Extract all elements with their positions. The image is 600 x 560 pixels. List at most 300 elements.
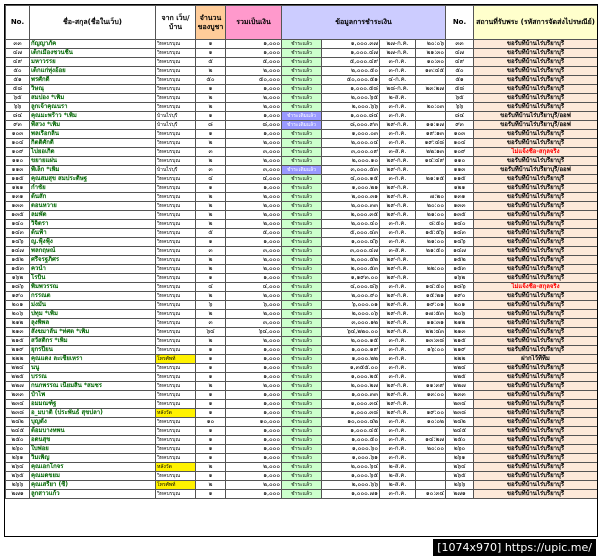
row-status: ขอรับที่บ้านไร่บรียาบุรี	[474, 130, 598, 139]
row-no: ๒๓๘	[6, 409, 30, 418]
row-paid-time: ๑๑:๑๗	[416, 121, 446, 130]
row-paid-time: ๑๙:๐๑	[416, 301, 446, 310]
row-paid-time: ๒๑:๓๐	[416, 49, 446, 58]
row-no: ๑๔๖	[6, 238, 30, 247]
table-row	[6, 220, 598, 229]
row-name: พรศักดิ์	[30, 76, 156, 85]
row-from: วิหคบรบุณ	[156, 445, 196, 454]
row-no: ๒๑๓	[6, 328, 30, 337]
row-paid-date: ๒-ส.ค.	[380, 463, 416, 472]
row-no: ๒๓๔	[6, 400, 30, 409]
row-money: ๔,๐๐๐	[226, 175, 282, 184]
row-no2: ๒๒๔	[446, 364, 474, 373]
row-qty: ๑	[196, 355, 226, 364]
row-from: วิหคบรบุณ	[156, 175, 196, 184]
row-paid-amount: ๒,๐๐๐.๐๖	[322, 310, 380, 319]
row-paid-amount: ๒,๐๐๐.๑๕	[322, 337, 380, 346]
row-qty: ๒	[196, 382, 226, 391]
table-row	[6, 265, 598, 274]
row-paid-flag: ชำระแล้ว	[282, 202, 322, 211]
row-no2: ๔๗	[446, 49, 474, 58]
row-from: วิหคบรบุณ	[156, 238, 196, 247]
table-row	[6, 49, 598, 58]
row-name: เด็กแก่ทุ่งอ้อย	[30, 67, 156, 76]
row-qty: ๒	[196, 220, 226, 229]
row-no2: ๑๐๔	[446, 139, 474, 148]
row-money: ๑๐,๐๐๐	[226, 418, 282, 427]
row-money: ๒,๐๐๐	[226, 292, 282, 301]
row-paid-flag: ชำระแล้ว	[282, 247, 322, 256]
row-paid-flag: ชำระแล้ว	[282, 94, 322, 103]
row-no2: ๑๑๐	[446, 157, 474, 166]
row-from: วิหคบรบุณ	[156, 184, 196, 193]
row-paid-flag: ชำระแล้ว	[282, 490, 322, 499]
table-row	[6, 121, 598, 130]
row-paid-amount: ๒,๐๐๐.๖๖	[322, 481, 380, 490]
table-row	[6, 481, 598, 490]
row-paid-amount: ๑,๓๕๕.๐๐	[322, 364, 380, 373]
row-no2: ๒๒๒	[446, 355, 474, 364]
row-no: ๑๓๓	[6, 202, 30, 211]
row-paid-date: ๓-ก.ค.	[380, 220, 416, 229]
row-status: ขอรับที่บ้านไร่บรียาบุรี	[474, 265, 598, 274]
row-no2: ๒๖๑	[446, 454, 474, 463]
table-row	[6, 328, 598, 337]
row-no2: ๑๔๐	[446, 220, 474, 229]
row-paid-date: ๒๙-ก.ค.	[380, 328, 416, 337]
row-paid-flag: ชำระแล้ว	[282, 157, 322, 166]
row-paid-date: ๒๙-ก.ค.	[380, 301, 416, 310]
row-no2: ๑๔๖	[446, 238, 474, 247]
row-paid-date: ๓-ก.ค.	[380, 139, 416, 148]
row-from: วิหคบรบุณ	[156, 265, 196, 274]
row-from: วิหคบรบุณ	[156, 40, 196, 49]
row-qty: ๑	[196, 436, 226, 445]
row-qty: ๓	[196, 319, 226, 328]
row-from: วิหคบรบุณ	[156, 157, 196, 166]
row-paid-time: ๑๔:๕๐	[416, 283, 446, 292]
row-paid-date: ๒๙-ก.ค.	[380, 409, 416, 418]
row-qty: ๑	[196, 184, 226, 193]
row-from: วิหคบรบุณ	[156, 283, 196, 292]
table-row	[6, 139, 598, 148]
row-no2: ๑๐๙	[446, 148, 474, 157]
row-no: ๑๘๖	[6, 283, 30, 292]
row-qty: ๑	[196, 346, 226, 355]
row-from: วิหคบรบุณ	[156, 148, 196, 157]
row-paid-date: ๒๙-ก.ค.	[380, 166, 416, 175]
row-from: วิหคบรบุณ	[156, 391, 196, 400]
row-paid-date: ๓-ก.ค.	[380, 58, 416, 67]
row-no: ๙๓	[6, 121, 30, 130]
row-from: วิหคบรบุณ	[156, 364, 196, 373]
row-money: ๑,๐๐๐	[226, 400, 282, 409]
row-paid-date: ๓-ก.ค.	[380, 373, 416, 382]
row-paid-date: ๒๙-ก.ค.	[380, 193, 416, 202]
row-name: ดอนหวาย	[30, 202, 156, 211]
row-paid-flag: ชำระแล้ว	[282, 436, 322, 445]
row-no2: ๖๖	[446, 103, 474, 112]
row-paid-date: ๓-ก.ค.	[380, 229, 416, 238]
row-no: ๕๘	[6, 85, 30, 94]
row-qty: ๒	[196, 310, 226, 319]
row-status: ขอรับที่บ้านไร่บรียาบุรี	[474, 472, 598, 481]
row-no: ๑๐๙	[6, 148, 30, 157]
row-paid-time: ๑๙:๔๘	[416, 139, 446, 148]
row-qty: ๒	[196, 256, 226, 265]
row-paid-time: ๒๒:๔๓	[416, 328, 446, 337]
row-name: ไปยอเกิด	[30, 148, 156, 157]
row-paid-time	[416, 184, 446, 193]
table-row	[6, 283, 598, 292]
row-no2: ๙๓	[446, 121, 474, 130]
row-qty: ๒	[196, 265, 226, 274]
row-name: คุณเอกโกจร	[30, 463, 156, 472]
row-from: วิหคบรบุณ	[156, 103, 196, 112]
row-paid-date: ๔-ก.ค.	[380, 76, 416, 85]
row-name: ปำไพ	[30, 391, 156, 400]
row-qty: ๑	[196, 400, 226, 409]
row-paid-amount: ๑,๐๐๐.๒๕	[322, 373, 380, 382]
row-paid-date: ๓-ก.ค.	[380, 346, 416, 355]
row-paid-flag: ชำระแล้ว	[282, 58, 322, 67]
row-paid-time: ๒๐:๐๖	[416, 40, 446, 49]
row-money: ๑,๐๐๐	[226, 238, 282, 247]
row-paid-flag: ชำระแล้ว	[282, 139, 322, 148]
row-name: ยุกรปี่ยน	[30, 346, 156, 355]
row-paid-date: ๓-ก.ค.	[380, 490, 416, 499]
row-paid-time	[416, 463, 446, 472]
row-from: บ้านไร่บุรี	[156, 112, 196, 121]
table-row	[6, 202, 598, 211]
row-status: ขอรับที่บ้านไร่บรียาบุรี	[474, 94, 598, 103]
row-paid-date: ๒-ส.ค.	[380, 94, 416, 103]
row-no2: ๑๑๓	[446, 166, 474, 175]
row-name: ต้อมบางหพน	[30, 427, 156, 436]
row-paid-time: ๑๑:๓๙	[416, 382, 446, 391]
table-row	[6, 445, 598, 454]
row-no2: ๒๐๑	[446, 301, 474, 310]
row-from: วิหคบรบุณ	[156, 490, 196, 499]
row-paid-flag: ชำระแล้ว	[282, 175, 322, 184]
row-no2: ๒๔๒	[446, 418, 474, 427]
row-name: กรรณต	[30, 292, 156, 301]
row-no: ๔๙	[6, 58, 30, 67]
row-qty: ๒	[196, 103, 226, 112]
row-from: วิหคบรบุณ	[156, 58, 196, 67]
row-paid-flag: ชำระแล้ว	[282, 283, 322, 292]
row-paid-date: ๒๙-ก.ค.	[380, 121, 416, 130]
row-qty: ๑	[196, 85, 226, 94]
row-paid-time: ๑๓:๔๕	[416, 67, 446, 76]
row-money: ๒,๐๐๐	[226, 481, 282, 490]
table-row	[6, 427, 598, 436]
row-no2: ๔๙	[446, 58, 474, 67]
row-paid-date: ๓-ก.ค.	[380, 337, 416, 346]
row-no: ๑๔๐	[6, 220, 30, 229]
table-row	[6, 409, 598, 418]
row-no2: ๒๑๓	[446, 328, 474, 337]
row-from: วิหคบรบุณ	[156, 337, 196, 346]
row-status: ขอรับที่บ้านไร่บรียาบุรี/ออฟ	[474, 112, 598, 121]
row-no: ๑๕๓	[6, 265, 30, 274]
row-no: ๒๓๓	[6, 391, 30, 400]
row-from: วิหคบรบุณ	[156, 436, 196, 445]
row-paid-amount: ๒,๐๐๐.๕๒	[322, 256, 380, 265]
row-from: วิหคบรบุณ	[156, 346, 196, 355]
row-paid-amount: ๑,๐๐๐.๗๑	[322, 490, 380, 499]
row-paid-time: ๑๙:๐๐	[416, 409, 446, 418]
row-name: อดนสุข	[30, 436, 156, 445]
row-no2: ๒๑๙	[446, 346, 474, 355]
row-qty: ๒	[196, 139, 226, 148]
row-money: ๒,๐๐๐	[226, 256, 282, 265]
table-row	[6, 256, 598, 265]
row-status: ขอรับที่บ้านไร่บรียาบุรี	[474, 490, 598, 499]
row-money: ๑,๐๐๐	[226, 490, 282, 499]
row-money: ๒,๐๐๐	[226, 193, 282, 202]
row-name: มหาวรรย	[30, 58, 156, 67]
row-paid-time: ๒๓:๒๗	[416, 85, 446, 94]
row-no2: ๕๐	[446, 67, 474, 76]
row-paid-flag: ชำระแล้ว	[282, 49, 322, 58]
row-status: ขอรับที่บ้านไร่บรียาบุรี	[474, 328, 598, 337]
row-paid-flag: ชำระแล้ว	[282, 292, 322, 301]
row-money: ๒,๐๐๐	[226, 139, 282, 148]
row-qty: ๖	[196, 301, 226, 310]
row-paid-amount: ๔,๐๐๐.๑๕	[322, 175, 380, 184]
row-paid-flag: ชำระแล้ว	[282, 400, 322, 409]
row-money: ๓,๐๐๐	[226, 148, 282, 157]
row-status: ขอรับที่บ้านไร่บรียาบุรี	[474, 103, 598, 112]
row-name: คุณแดง ละเซี่ยเหรา	[30, 355, 156, 364]
row-money: ๓,๐๐๐	[226, 319, 282, 328]
row-no: ๒๖๐	[6, 445, 30, 454]
table-row	[6, 391, 598, 400]
row-name: พี่สวง *เพิ่ม	[30, 121, 156, 130]
row-name: ต้นฟ้า	[30, 229, 156, 238]
row-money: ๒,๐๐๐	[226, 265, 282, 274]
row-paid-flag: ชำระแล้ว	[282, 364, 322, 373]
row-paid-time: ๑๐:๐๒	[416, 418, 446, 427]
row-no: ๖๖	[6, 103, 30, 112]
row-no: ๑๐๓	[6, 130, 30, 139]
row-no: ๓๓	[6, 40, 30, 49]
row-from: วิหคบรบุณ	[156, 67, 196, 76]
row-no: ๑๓๕	[6, 211, 30, 220]
row-status: ขอรับที่บ้านไร่บรียาบุรี	[474, 364, 598, 373]
row-paid-time: ๑๕:๕๖	[416, 229, 446, 238]
row-money: ๒,๐๐๐	[226, 220, 282, 229]
row-paid-date: ๒๙-ก.ค.	[380, 274, 416, 283]
row-name: วิษณุ	[30, 85, 156, 94]
row-status: ขอรับที่บ้านไร่บรียาบุรี	[474, 175, 598, 184]
row-paid-time	[416, 256, 446, 265]
row-qty: ๒	[196, 463, 226, 472]
header-payment: ข้อมูลการชำระเงิน	[282, 6, 446, 40]
row-money: ๑,๐๐๐	[226, 184, 282, 193]
row-name: คุณมดขยม	[30, 472, 156, 481]
row-status: ขอรับที่บ้านไร่บรียาบุรี	[474, 211, 598, 220]
row-paid-time: ๑๕:๒๑	[416, 292, 446, 301]
row-qty: ๑	[196, 472, 226, 481]
row-name: คุณสมสุข สมประดิษฐ	[30, 175, 156, 184]
row-paid-date: ๓-ก.ค.	[380, 130, 416, 139]
row-money: ๑,๐๐๐	[226, 436, 282, 445]
row-paid-amount: ๒,๐๐๐.๔๐	[322, 220, 380, 229]
table-row	[6, 301, 598, 310]
row-money: ๓,๐๐๐	[226, 166, 282, 175]
row-qty: ๑	[196, 391, 226, 400]
watermark: [1074x970] https://upic.me/	[433, 539, 596, 556]
row-no2: ๒๖๕	[446, 472, 474, 481]
table-row	[6, 94, 598, 103]
row-status: ขอรับที่บ้านไร่บรียาบุรี	[474, 409, 598, 418]
row-paid-amount: ๑,๑๙๓.๐๐	[322, 274, 380, 283]
row-from: วิหคบรบุณ	[156, 292, 196, 301]
row-paid-date: ๒๙-ก.ค.	[380, 202, 416, 211]
row-from: วิหคบรบุณ	[156, 382, 196, 391]
row-paid-time	[416, 274, 446, 283]
row-status: ไม่แจ้งชื่อ-สกุลจริง	[474, 148, 598, 157]
row-no2: ๒๑๒	[446, 319, 474, 328]
table-row	[6, 112, 598, 121]
row-paid-amount: ๑,๐๐๐.๐๓	[322, 130, 380, 139]
row-paid-flag: ชำระแล้ว	[282, 103, 322, 112]
row-paid-flag: ชำระแล้ว	[282, 238, 322, 247]
row-money: ๕๐,๐๐๐	[226, 76, 282, 85]
row-paid-date: ๓-ก.ค.	[380, 175, 416, 184]
row-no: ๒๔๒	[6, 418, 30, 427]
row-from: วิหคบรบุณ	[156, 256, 196, 265]
row-paid-amount: ๒,๐๐๐.๓๑	[322, 193, 380, 202]
row-paid-time	[416, 472, 446, 481]
row-from: วิหคบรบุณ	[156, 373, 196, 382]
row-no2: ๒๖๐	[446, 445, 474, 454]
row-paid-amount: ๒,๐๐๐.๕๐	[322, 67, 380, 76]
table-row	[6, 40, 598, 49]
row-no2: ๒๗๑	[446, 490, 474, 499]
row-status: ขอรับที่บ้านไร่บรียาบุรี	[474, 229, 598, 238]
row-paid-date: ๓-ส.ค.	[380, 247, 416, 256]
row-paid-date: ๒-ส.ค.	[380, 481, 416, 490]
row-from: วิหคบรบุณ	[156, 319, 196, 328]
row-paid-flag: ชำระแล้ว	[282, 256, 322, 265]
table-row	[6, 292, 598, 301]
row-paid-flag: ชำระแล้ว	[282, 184, 322, 193]
row-paid-flag: ชำระแล้ว	[282, 193, 322, 202]
row-no: ๒๔๕	[6, 427, 30, 436]
table-row	[6, 166, 598, 175]
row-no2: ๑๓๕	[446, 211, 474, 220]
header-no2: No.	[446, 6, 474, 40]
row-paid-amount: ๑,๐๐๐.๓๔	[322, 400, 380, 409]
row-money: ๒,๐๐๐	[226, 157, 282, 166]
row-paid-amount: ๒,๐๐๐.๕๓	[322, 265, 380, 274]
row-qty: ๓	[196, 166, 226, 175]
row-paid-amount: ๖,๐๐๐.๐๑	[322, 301, 380, 310]
row-status: ขอรับที่บ้านไร่บรียาบุรี	[474, 481, 598, 490]
row-paid-flag: ชำระแล้ว	[282, 229, 322, 238]
table-row	[6, 103, 598, 112]
row-status: ขอรับที่บ้านไร่บรียาบุรี	[474, 157, 598, 166]
table-row	[6, 85, 598, 94]
row-status: ขอรับที่บ้านไร่บรียาบุรี	[474, 427, 598, 436]
row-paid-date: ๓-ก.ค.	[380, 355, 416, 364]
row-from: วิหคบรบุณ	[156, 274, 196, 283]
row-name: สังฆมาลัน *ท่ศต *เพิ่ม	[30, 328, 156, 337]
row-no: ๒๑๙	[6, 346, 30, 355]
row-status: ขอรับที่บ้านไร่บรียาบุรี/ออฟ	[474, 121, 598, 130]
row-no: ๒๗๑	[6, 490, 30, 499]
row-paid-time	[416, 112, 446, 121]
row-no2: ๑๔๗	[446, 247, 474, 256]
row-paid-time: ๑๐:๓๐	[416, 58, 446, 67]
row-no: ๒๐๑	[6, 301, 30, 310]
row-qty: ๑	[196, 409, 226, 418]
row-paid-flag: ชำระแล้ว	[282, 346, 322, 355]
row-no2: ๕๑	[446, 76, 474, 85]
row-no2: ๑๓๑	[446, 193, 474, 202]
row-status: ขอรับที่บ้านไร่บรียาบุรี	[474, 292, 598, 301]
row-paid-time: ๒๑:๐๐	[416, 238, 446, 247]
table-row	[6, 490, 598, 499]
row-paid-amount: ๕,๐๐๐.๔๙	[322, 58, 380, 67]
row-status: ฝากไว้ที่ทีม	[474, 355, 598, 364]
row-paid-amount: ๕๐,๐๐๐.๕๑	[322, 76, 380, 85]
row-no: ๒๖๑	[6, 454, 30, 463]
row-paid-amount: ๑,๐๐๐.๕๐	[322, 436, 380, 445]
row-qty: ๕	[196, 229, 226, 238]
row-qty: ๑	[196, 454, 226, 463]
row-from: วิหคบรบุณ	[156, 400, 196, 409]
row-no2: ๒๑๕	[446, 337, 474, 346]
row-no2: ๑๒๑	[446, 184, 474, 193]
row-paid-time: ๘:๕๐	[416, 220, 446, 229]
row-no: ๒๖๖	[6, 481, 30, 490]
row-paid-amount: ๑,๐๐๐.๖๐	[322, 445, 380, 454]
row-money: ๑,๐๐๐	[226, 85, 282, 94]
row-status: ขอรับที่บ้านไร่บรียาบุรี	[474, 319, 598, 328]
row-qty: ๒	[196, 211, 226, 220]
row-no2: ๒๓๔	[446, 400, 474, 409]
table-row	[6, 355, 598, 364]
row-status: ขอรับที่บ้านไร่บรียาบุรี	[474, 418, 598, 427]
row-paid-amount: ๒,๐๐๐.๐๔	[322, 139, 380, 148]
row-paid-amount: ๓,๐๐๐.๕๓	[322, 166, 380, 175]
row-qty: ๔	[196, 283, 226, 292]
table-row	[6, 175, 598, 184]
table-row	[6, 157, 598, 166]
row-paid-amount: ๑,๐๐๐.๓๘	[322, 409, 380, 418]
row-money: ๖,๐๐๐	[226, 301, 282, 310]
row-from: โทรศัพท์	[156, 481, 196, 490]
row-paid-flag: ชำระเดิมแล้ว	[282, 166, 322, 175]
row-paid-time	[416, 373, 446, 382]
row-name: ลูกสาวแก้ว	[30, 490, 156, 499]
row-paid-amount: ๓,๐๐๐.๔๗	[322, 247, 380, 256]
row-status: ขอรับที่บ้านไร่บรียาบุรี	[474, 85, 598, 94]
table-row	[6, 400, 598, 409]
row-no2: ๓๓	[446, 40, 474, 49]
table-row	[6, 148, 598, 157]
row-from: วิหคบรบุณ	[156, 139, 196, 148]
row-paid-flag: ชำระแล้ว	[282, 373, 322, 382]
row-qty: ๖๔	[196, 328, 226, 337]
row-status: ขอรับที่บ้านไร่บรียาบุรี	[474, 310, 598, 319]
row-money: ๒,๐๐๐	[226, 94, 282, 103]
row-from: วิหคบรบุณ	[156, 76, 196, 85]
